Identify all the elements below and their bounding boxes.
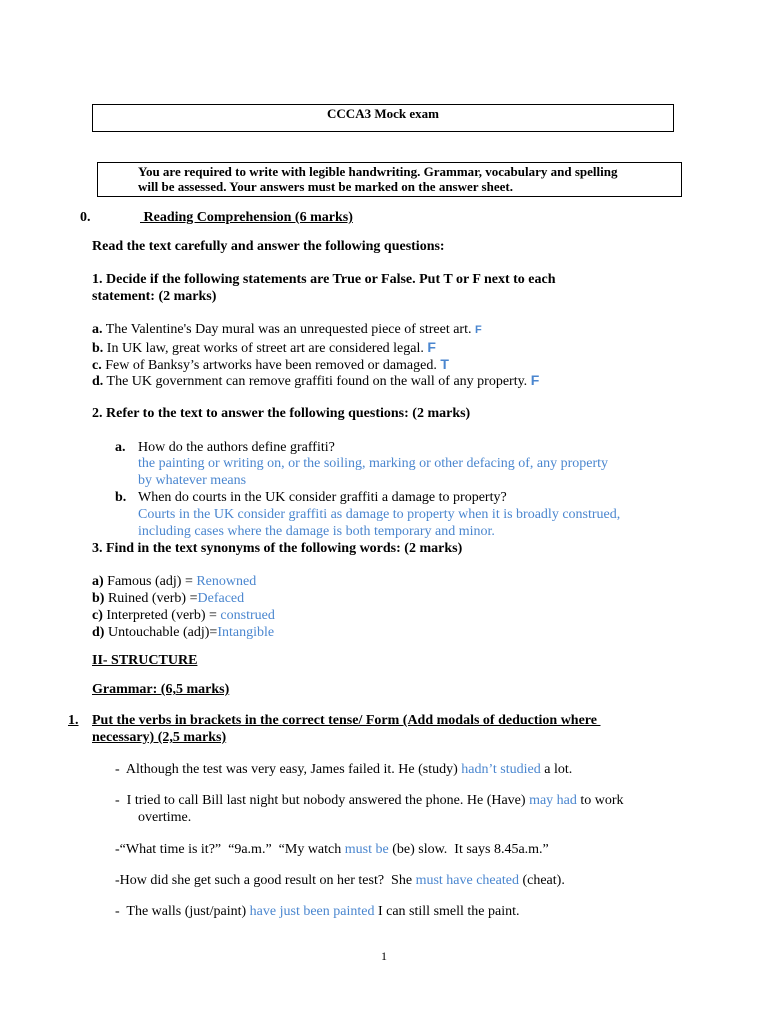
grammar-item-text: - I tried to call Bill last night but nobody answered the phone. He (Have)	[115, 793, 530, 808]
instructions-line-1: You are required to write with legible handwriting. Grammar, vocabulary and spelling	[138, 164, 618, 179]
statement-answer: F	[427, 339, 436, 355]
synonym-word: Untouchable (adj)=	[104, 625, 218, 640]
instructions-box	[97, 162, 682, 197]
question-2a-text: How do the authors define graffiti?	[138, 440, 335, 455]
grammar-item-text-end: a lot.	[540, 762, 573, 777]
page-number: 1	[381, 949, 387, 963]
grammar-item-text: - The walls (just/paint)	[115, 904, 250, 919]
grammar-item-answer: have just been painted	[249, 904, 375, 919]
grammar-item-text: -“What time is it?” “9a.m.” “My watch	[115, 842, 345, 857]
grammar-item-answer: must have cheated	[415, 873, 519, 888]
structure-question-line-2: necessary) (2,5 marks)	[92, 730, 227, 745]
synonym-a	[92, 574, 256, 590]
synonym-word: Famous (adj) =	[103, 574, 197, 589]
question-2a-letter: a.	[115, 440, 126, 455]
exam-title-box	[92, 104, 674, 132]
question-2b-letter: b.	[115, 490, 127, 505]
statement-text: The UK government can remove graffiti found on the wall of any property.	[103, 374, 528, 389]
synonym-c	[92, 608, 275, 624]
statement-a	[92, 322, 482, 338]
structure-question-line-1: Put the verbs in brackets in the correct tense/ Form (Add modals of deduction where	[92, 713, 601, 728]
answer-2b-line-2: including cases where the damage is both temporary and minor.	[138, 524, 495, 539]
instructions-line-2: will be assessed. Your answers must be marked on the answer sheet.	[138, 179, 513, 194]
synonym-word: Ruined (verb) =	[104, 591, 198, 606]
grammar-item-1	[115, 762, 572, 778]
grammar-item-text-end: (cheat).	[518, 873, 565, 888]
synonym-word: Interpreted (verb) =	[102, 608, 221, 623]
grammar-item-5	[115, 904, 520, 920]
exam-title: CCCA3 Mock exam	[327, 106, 439, 121]
grammar-item-answer: hadn’t studied	[461, 762, 541, 777]
statement-letter: d.	[92, 374, 104, 389]
section-number: 0.	[80, 210, 91, 225]
synonym-letter: d)	[92, 625, 105, 640]
answer-2b-line-1: Courts in the UK consider graffiti as damage to property when it is broadly construed,	[138, 507, 621, 522]
section-heading-structure: II- STRUCTURE	[92, 653, 198, 668]
question-1-line-2: statement: (2 marks)	[92, 289, 217, 304]
grammar-item-answer: must be	[344, 842, 389, 857]
statement-text: Few of Banksy’s artworks have been removed or damaged.	[101, 358, 437, 373]
statement-answer: F	[530, 372, 540, 388]
question-1-line-1: 1. Decide if the following statements are True or False. Put T or F next to each	[92, 272, 556, 287]
synonym-answer: Renowned	[196, 574, 257, 589]
section-heading-reading: Reading Comprehension (6 marks)	[140, 210, 353, 225]
statement-letter: c.	[92, 358, 102, 373]
question-2b-text: When do courts in the UK consider graffiti a damage to property?	[138, 490, 507, 505]
grammar-item-text-end: (be) slow. It says 8.45a.m.”	[388, 842, 549, 857]
synonym-letter: c)	[92, 608, 103, 623]
synonym-b	[92, 591, 244, 607]
structure-question-number: 1.	[68, 713, 79, 728]
grammar-item-2	[115, 793, 624, 809]
synonym-answer: Defaced	[197, 591, 245, 606]
statement-letter: a.	[92, 322, 103, 337]
grammar-item-text-end: I can still smell the paint.	[374, 904, 520, 919]
synonym-letter: a)	[92, 574, 104, 589]
grammar-item-2-continuation: overtime.	[138, 810, 192, 825]
synonym-answer: construed	[220, 608, 275, 623]
grammar-item-text-end: to work	[576, 793, 624, 808]
statement-answer: T	[440, 356, 449, 372]
grammar-item-4	[115, 873, 565, 889]
grammar-heading: Grammar: (6,5 marks)	[92, 682, 230, 697]
grammar-item-answer: may had	[529, 793, 577, 808]
question-2: 2. Refer to the text to answer the following questions: (2 marks)	[92, 406, 471, 421]
grammar-item-3	[115, 842, 549, 858]
statement-text: In UK law, great works of street art are considered legal.	[103, 341, 424, 356]
reading-intro: Read the text carefully and answer the following questions:	[92, 239, 445, 254]
answer-2a-line-2: by whatever means	[138, 473, 247, 488]
answer-2a-line-1: the painting or writing on, or the soiling, marking or other defacing of, any property	[138, 456, 609, 471]
statement-letter: b.	[92, 341, 104, 356]
statement-d	[92, 372, 539, 390]
synonym-d	[92, 625, 274, 641]
question-3: 3. Find in the text synonyms of the following words: (2 marks)	[92, 541, 463, 556]
statement-text: The Valentine's Day mural was an unrequested piece of street art.	[102, 322, 472, 337]
synonym-answer: Intangible	[217, 625, 275, 640]
statement-b	[92, 339, 436, 357]
grammar-item-text: -How did she get such a good result on her test? She	[115, 873, 416, 888]
statement-answer: F	[474, 324, 482, 336]
grammar-item-text: - Although the test was very easy, James failed it. He (study)	[115, 762, 462, 777]
synonym-letter: b)	[92, 591, 105, 606]
